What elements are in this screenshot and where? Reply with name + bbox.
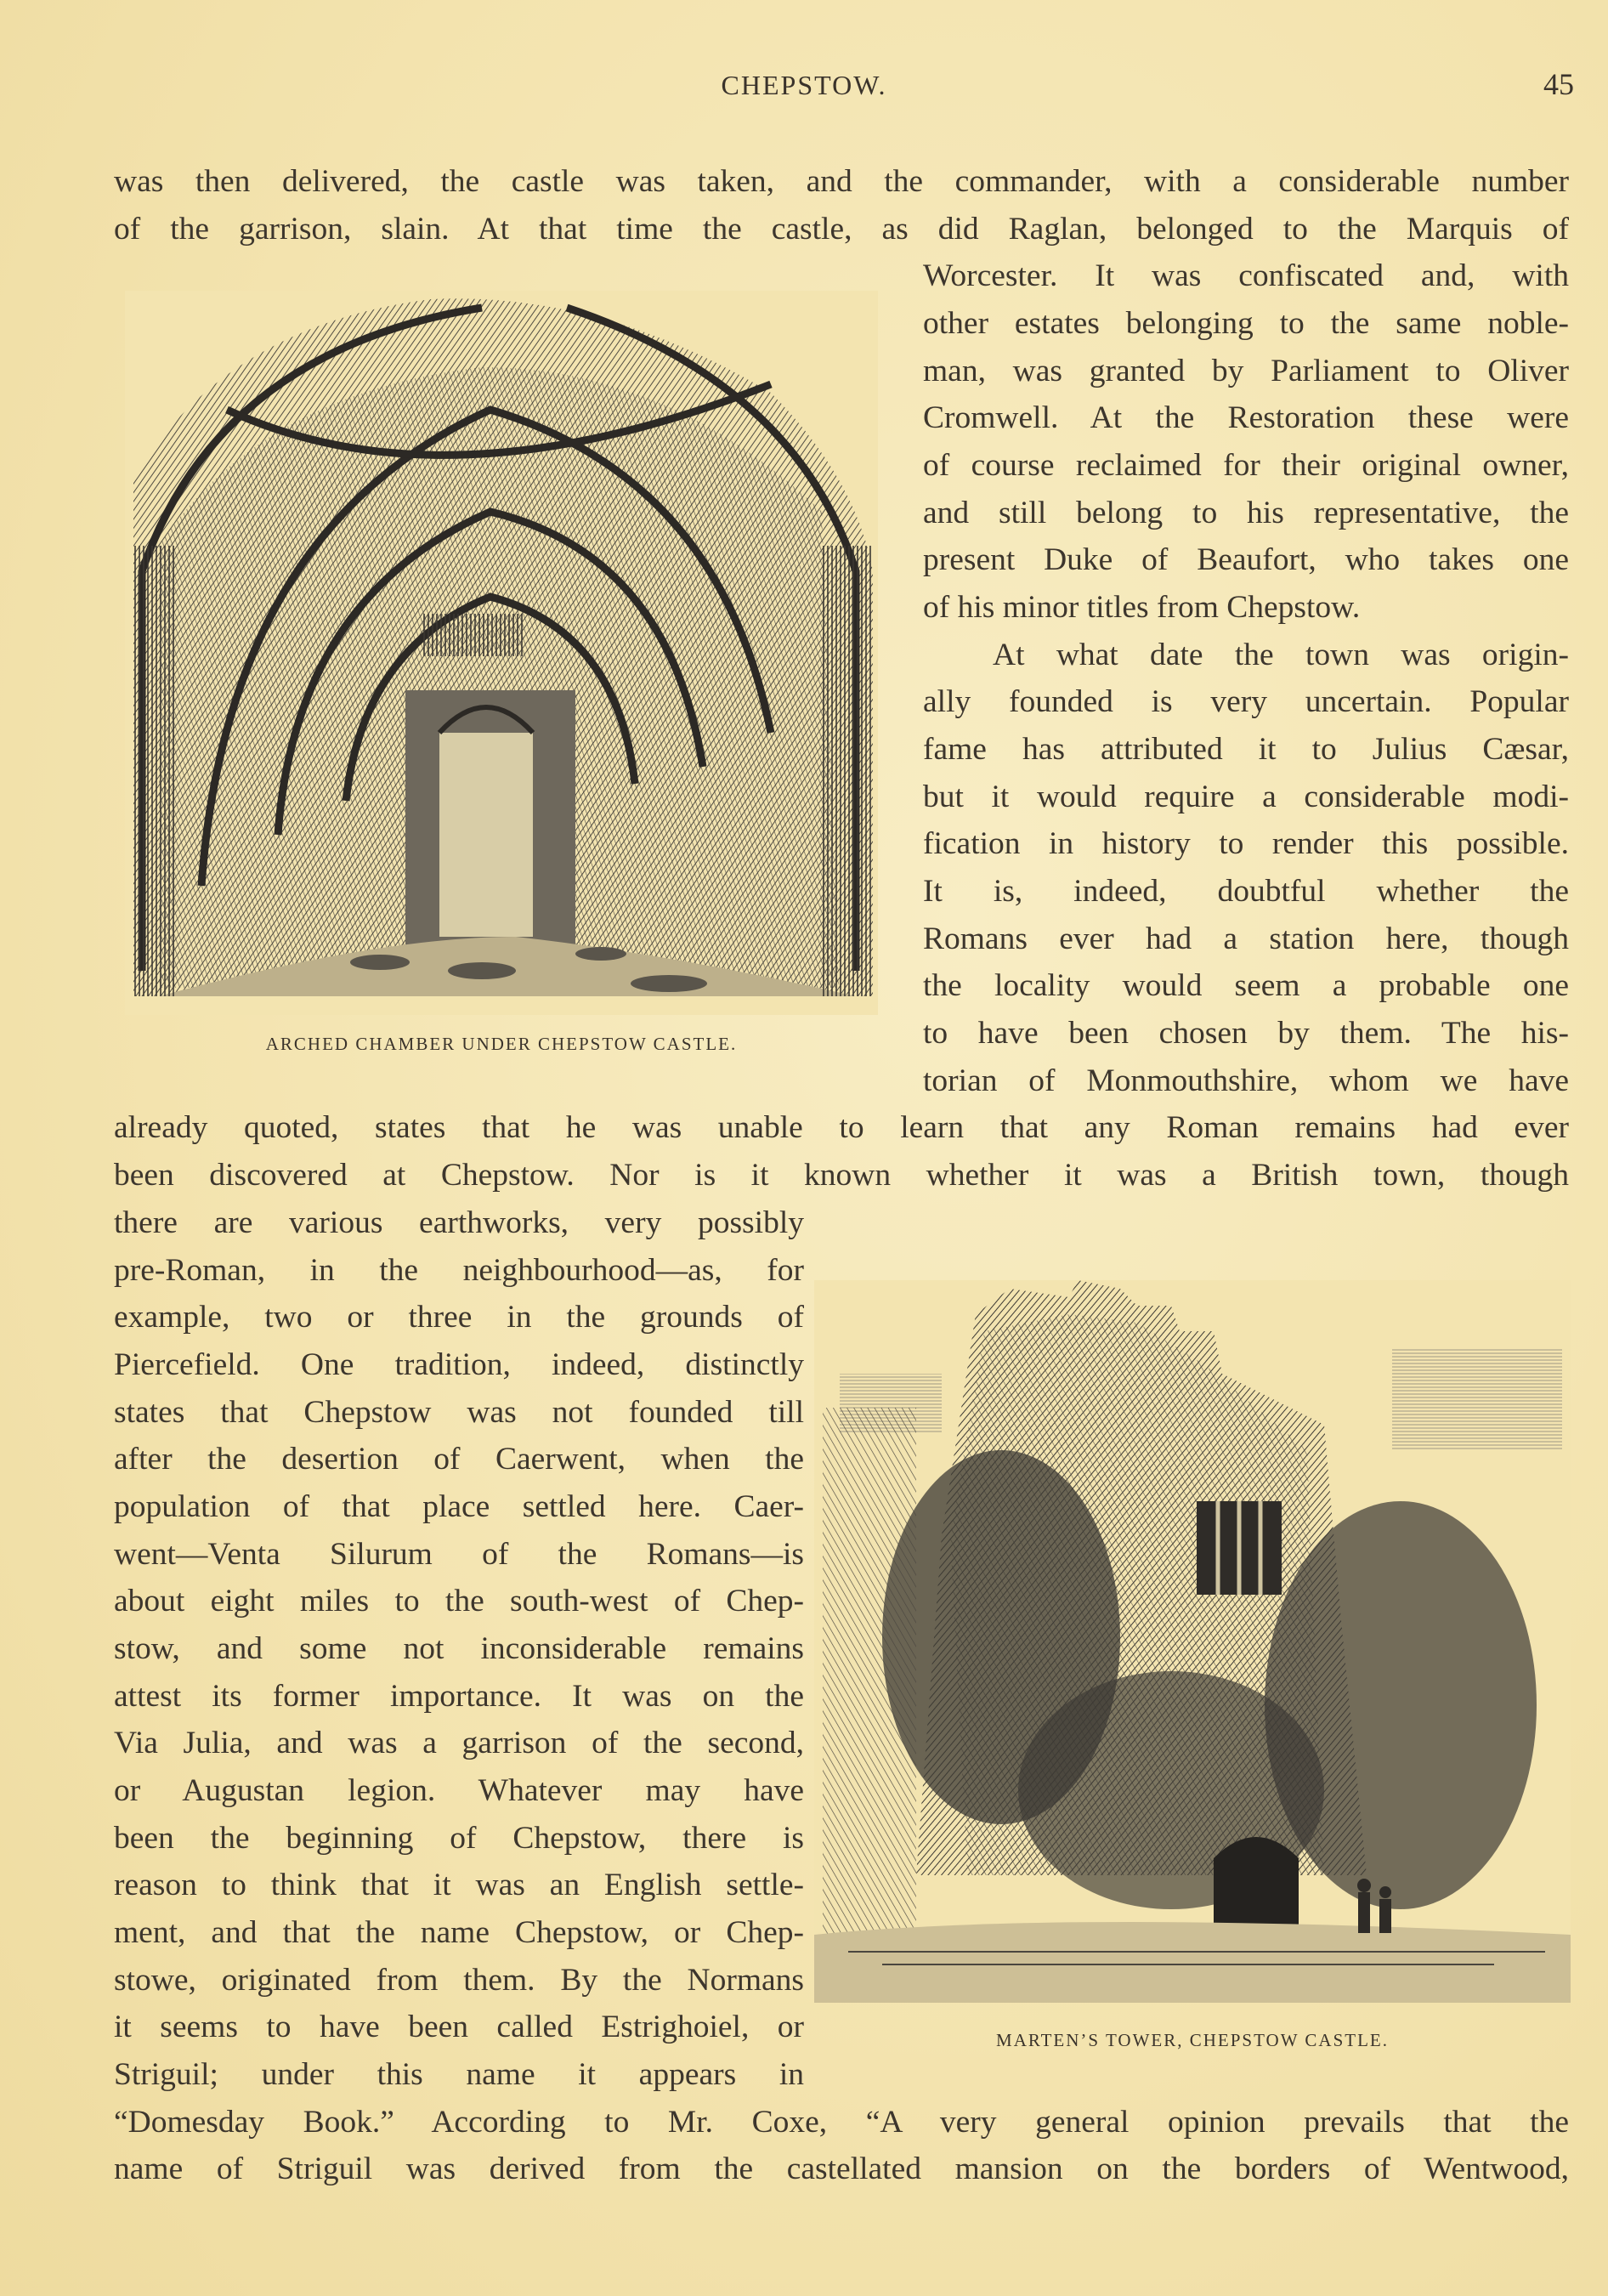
text-line: Striguil; under this name it appears in: [114, 2057, 804, 2092]
text-line: to have been chosen by them. The his-: [923, 1016, 1569, 1051]
text-line: name of Striguil was derived from the castellated mansion on the borders of Wentwood,: [114, 2151, 1569, 2186]
text-line: was then delivered, the castle was taken, and the commander, with a considerable number: [114, 164, 1569, 199]
text-line: stowe, originated from them. By the Normans: [114, 1963, 804, 1998]
text-line: and still belong to his representative, the: [923, 496, 1569, 530]
text-line: already quoted, states that he was unable to learn that any Roman remains had ever: [114, 1110, 1569, 1145]
figure-caption: MARTEN’S TOWER, CHEPSTOW CASTLE.: [996, 2030, 1389, 2050]
text-line: At what date the town was origin-: [993, 638, 1569, 672]
text-line: ment, and that the name Chepstow, or Chep-: [114, 1915, 804, 1950]
text-line: present Duke of Beaufort, who takes one: [923, 542, 1569, 577]
text-line: “Domesday Book.” According to Mr. Coxe, “A very general opinion prevails that the: [114, 2105, 1569, 2140]
text-line: but it would require a considerable modi-: [923, 780, 1569, 814]
text-line: of his minor titles from Chepstow.: [923, 590, 1361, 625]
text-line: other estates belonging to the same noble-: [923, 306, 1569, 341]
figure-caption: ARCHED CHAMBER UNDER CHEPSTOW CASTLE.: [265, 1034, 738, 1054]
text-line: of the garrison, slain. At that time the castle, as did Raglan, belonged to the Marquis of: [114, 212, 1569, 247]
text-line: been the beginning of Chepstow, there is: [114, 1821, 804, 1856]
text-line: fame has attributed it to Julius Cæsar,: [923, 732, 1569, 767]
text-line: of course reclaimed for their original owner,: [923, 448, 1569, 483]
text-line: Piercefield. One tradition, indeed, distinctly: [114, 1347, 804, 1382]
text-line: ally founded is very uncertain. Popular: [923, 684, 1569, 719]
text-line: about eight miles to the south-west of Chep-: [114, 1584, 804, 1619]
text-line: been discovered at Chepstow. Nor is it known whether it was a British town, though: [114, 1158, 1569, 1193]
text-line: reason to think that it was an English settle-: [114, 1868, 804, 1902]
text-line: there are various earthworks, very possibly: [114, 1205, 804, 1240]
text-line: the locality would seem a probable one: [923, 968, 1569, 1003]
text-line: population of that place settled here. Caer-: [114, 1489, 804, 1524]
text-line: attest its former importance. It was on the: [114, 1679, 804, 1714]
running-title: CHEPSTOW.: [721, 70, 887, 100]
text-line: It is, indeed, doubtful whether the: [923, 874, 1569, 909]
text-line: torian of Monmouthshire, whom we have: [923, 1063, 1569, 1098]
text-line: Romans ever had a station here, though: [923, 921, 1569, 956]
text-line: Via Julia, and was a garrison of the second,: [114, 1726, 804, 1760]
text-line: example, two or three in the grounds of: [114, 1300, 804, 1335]
text-line: stow, and some not inconsiderable remains: [114, 1631, 804, 1666]
text-line: Cromwell. At the Restoration these were: [923, 400, 1569, 435]
text-line: fication in history to render this possible.: [923, 826, 1569, 861]
text-line: went—Venta Silurum of the Romans—is: [114, 1537, 804, 1572]
martens-tower-illustration: [814, 1280, 1571, 2003]
text-line: pre-Roman, in the neighbourhood—as, for: [114, 1253, 804, 1288]
text-line: Worcester. It was confiscated and, with: [923, 258, 1569, 293]
arched-chamber-illustration: [125, 291, 878, 1015]
text-line: states that Chepstow was not founded till: [114, 1395, 804, 1430]
page-number: 45: [1543, 67, 1574, 101]
text-line: or Augustan legion. Whatever may have: [114, 1773, 804, 1808]
text-line: man, was granted by Parliament to Oliver: [923, 354, 1569, 388]
text-line: it seems to have been called Estrighoiel, or: [114, 2010, 804, 2044]
text-line: after the desertion of Caerwent, when the: [114, 1442, 804, 1477]
